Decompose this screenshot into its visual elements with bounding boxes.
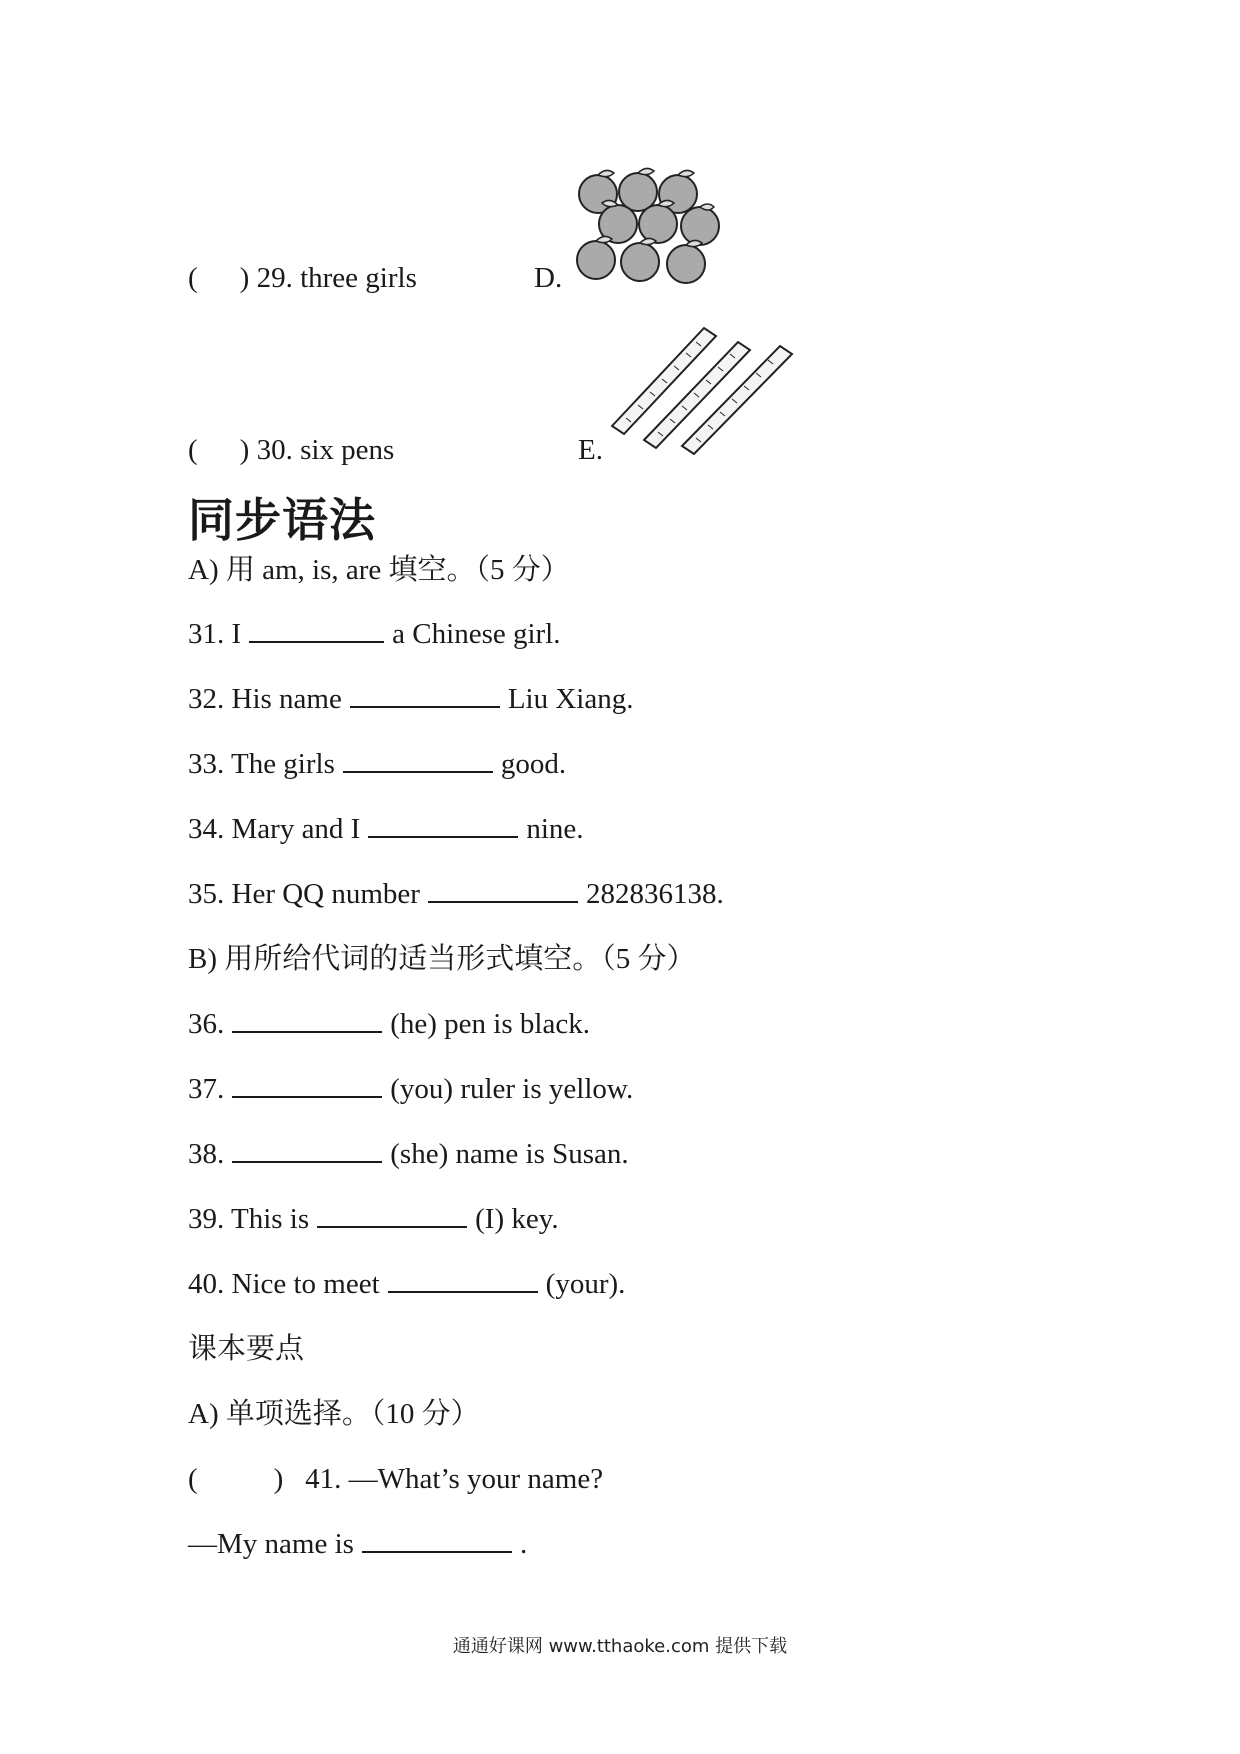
answer-blank[interactable] — [428, 877, 578, 903]
answer-blank[interactable] — [362, 1527, 512, 1553]
paren-close: ) — [239, 262, 250, 294]
option-e-letter: E. — [578, 434, 603, 466]
textbook-instruction: A) 单项选择。（10 分） — [188, 1398, 480, 1430]
question-41-text: 41. —What’s your name? — [305, 1463, 604, 1495]
question-29-text: 29. three girls — [256, 262, 417, 294]
question-39: 39. This is (I) key. — [188, 1203, 559, 1235]
part-b-instruction: B) 用所给代词的适当形式填空。（5 分） — [188, 943, 696, 975]
paren-open: ( — [188, 1463, 198, 1495]
question-34: 34. Mary and I nine. — [188, 813, 584, 845]
question-35: 35. Her QQ number 282836138. — [188, 878, 724, 910]
question-29 — [188, 260, 417, 296]
question-41-answer: —My name is . — [188, 1528, 528, 1560]
question-33: 33. The girls good. — [188, 748, 567, 780]
question-30 — [188, 432, 394, 468]
question-30-text: 30. six pens — [256, 434, 395, 466]
answer-blank[interactable] — [368, 812, 518, 838]
answer-blank[interactable] — [249, 617, 384, 643]
answer-blank[interactable] — [232, 1072, 382, 1098]
paren-open: ( — [188, 434, 198, 466]
answer-blank[interactable] — [343, 747, 493, 773]
section-title: 同步语法 — [188, 493, 376, 547]
answer-blank[interactable] — [388, 1267, 538, 1293]
oranges-icon — [568, 166, 738, 290]
question-32: 32. His name Liu Xiang. — [188, 683, 634, 715]
paren-close: ) — [239, 434, 250, 466]
paren-close: ) — [273, 1463, 284, 1495]
question-36: 36. (he) pen is black. — [188, 1008, 590, 1040]
paren-open: ( — [188, 262, 198, 294]
question-40: 40. Nice to meet (your). — [188, 1268, 626, 1300]
page-footer: 通通好课网 www.tthaoke.com 提供下载 — [452, 1636, 788, 1657]
textbook-heading: 课本要点 — [188, 1333, 305, 1365]
answer-blank[interactable] — [232, 1007, 382, 1033]
question-41 — [188, 1461, 603, 1497]
question-38: 38. (she) name is Susan. — [188, 1138, 629, 1170]
question-37: 37. (you) ruler is yellow. — [188, 1073, 634, 1105]
answer-blank[interactable] — [232, 1137, 382, 1163]
part-a-instruction: A) 用 am, is, are 填空。（5 分） — [188, 554, 570, 586]
answer-blank[interactable] — [317, 1202, 467, 1228]
question-31: 31. I a Chinese girl. — [188, 618, 561, 650]
option-d-letter: D. — [534, 262, 563, 294]
answer-blank[interactable] — [350, 682, 500, 708]
rulers-icon — [606, 322, 802, 458]
